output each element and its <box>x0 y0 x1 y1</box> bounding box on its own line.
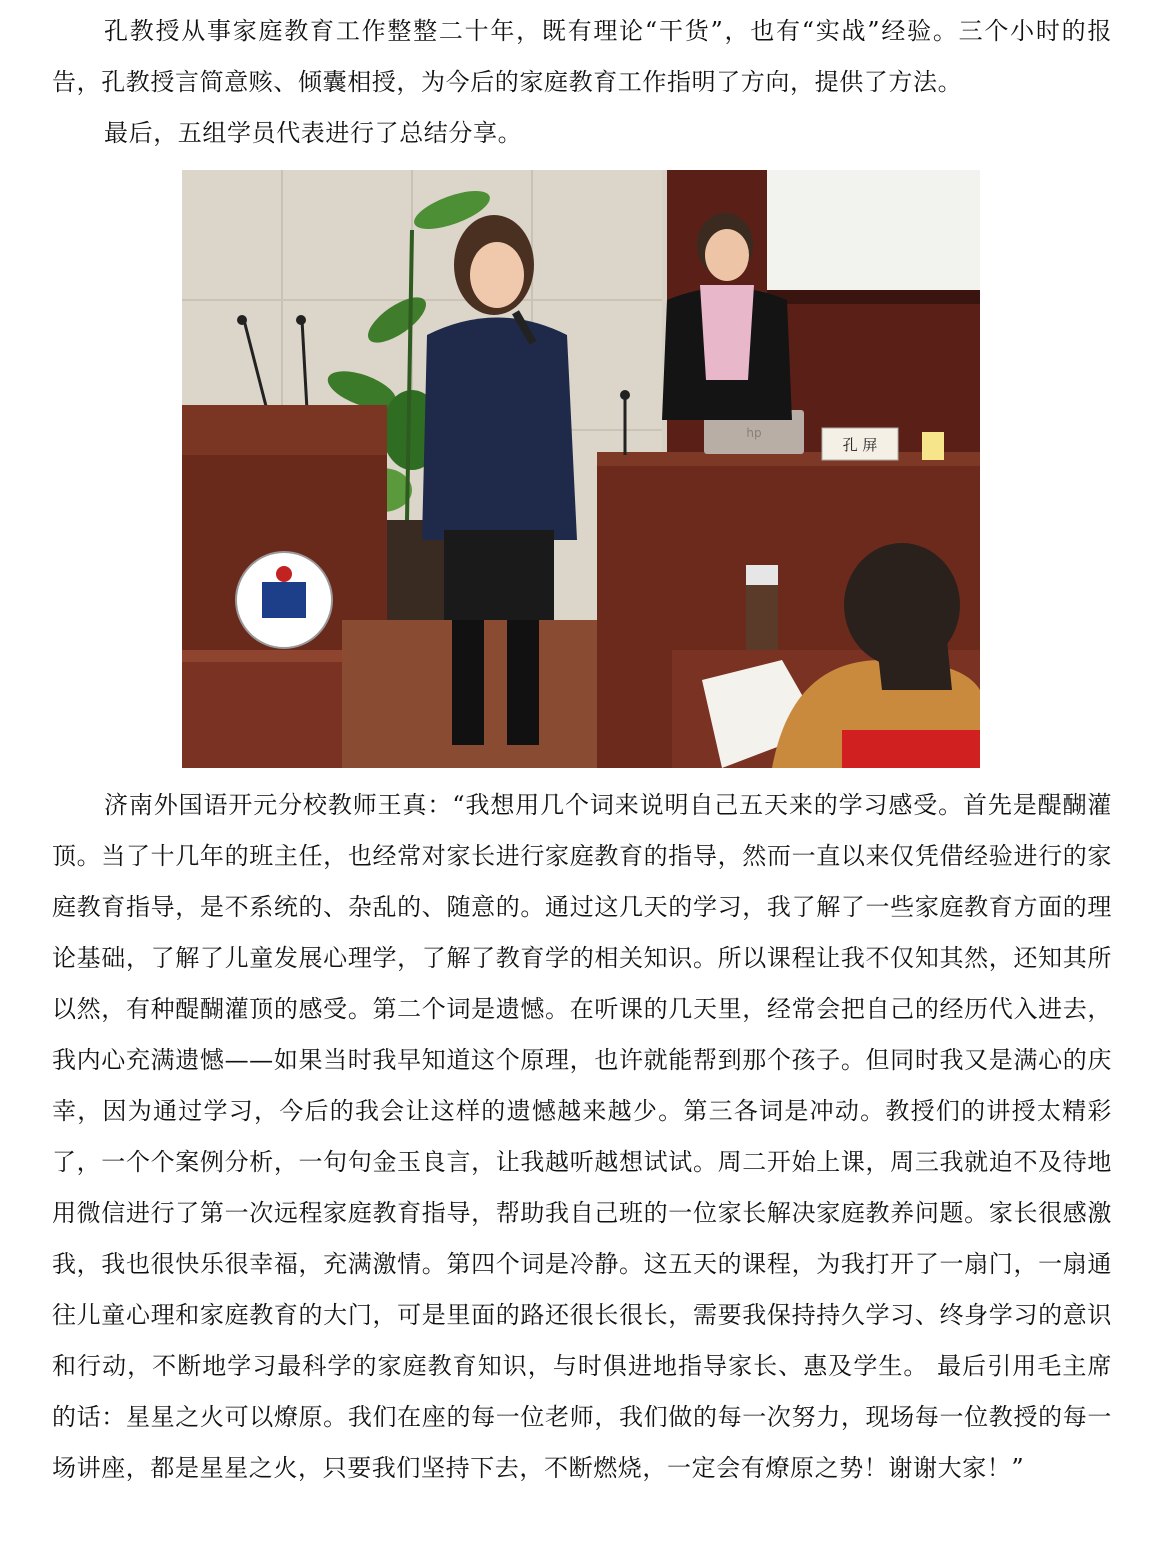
paragraph-teacher-reflection: 济南外国语开元分校教师王真：“我想用几个词来说明自己五天来的学习感受。首先是醍醐灌顶。当了十几年的班主任，也经常对家长进行家庭教育的指导，然而一直以来仅凭借经验进行的家庭教育指导，是不系统的、杂乱的、随意的。通过这几天的学习，我了解了一些家庭教育方面的理论基础，了解了儿童发展心理学，了解了教育学的相关知识。所以课程让我不仅知其然，还知其所以然，有种醍醐灌顶的感受。第二个词是遗憾。在听课的几天里，经常会把自己的经历代入进去，我内心充满遗憾——如果当时我早知道这个原理，也许就能帮到那个孩子。但同时我又是满心的庆幸，因为通过学习，今后的我会让这样的遗憾越来越少。第三各词是冲动。教授们的讲授太精彩了，一个个案例分析，一句句金玉良言，让我越听越想试试。周二开始上课，周三我就迫不及待地用微信进行了第一次远程家庭教育指导，帮助我自己班的一位家长解决家庭教养问题。家长很感激我，我也很快乐很幸福，充满激情。第四个词是冷静。这五天的课程，为我打开了一扇门，一扇通往儿童心理和家庭教育的大门，可是里面的路还很长很长，需要我保持持久学习、终身学习的意识和行动，不断地学习最科学的家庭教育知识，与时俱进地指导家长、惠及学生。 最后引用毛主席的话：星星之火可以燎原。我们在座的每一位老师，我们做的每一次努力，现场每一位教授的每一场讲座，都是星星之火，只要我们坚持下去，不断燃烧，一定会有燎原之势！谢谢大家！” <box>52 791 1112 1482</box>
paragraph-professor-summary: 孔教授从事家庭教育工作整整二十年，既有理论“干货”，也有“实战”经验。三个小时的报告，孔教授言简意赅、倾囊相授，为今后的家庭教育工作指明了方向，提供了方法。 <box>52 17 1112 96</box>
paragraph-group-sharing: 最后，五组学员代表进行了总结分享。 <box>104 119 523 147</box>
projection-screen <box>767 170 980 290</box>
nameplate-text: 孔 屏 <box>842 436 878 454</box>
event-photo <box>182 170 980 768</box>
photo-scene <box>182 170 980 768</box>
laptop-logo: hp <box>746 426 762 440</box>
